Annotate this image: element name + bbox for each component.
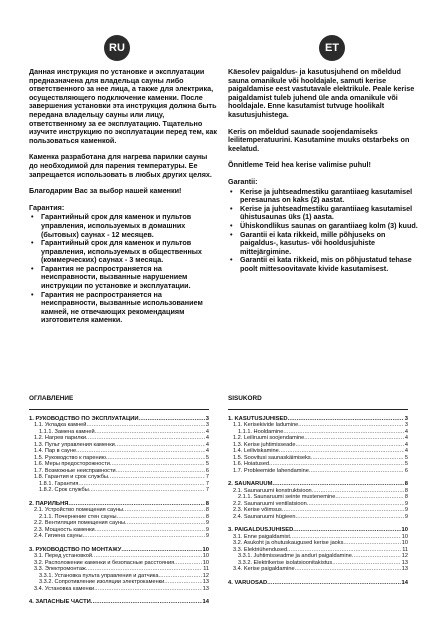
toc-entry-label: 3.3. Электромонтаж xyxy=(34,566,86,572)
toc-entry-label: 2.3. Мощность каменки xyxy=(34,526,95,533)
toc-entry-label: 3.3.1. Juhtimisseadme ja anduri paigaldamine xyxy=(238,553,352,559)
toc-spacer xyxy=(29,592,209,599)
list-item: • Kerise ja juhtseadmestiku garantiiaeg kasutamisel ühistusaunas üks (1) aasta. xyxy=(236,205,418,222)
toc-divider xyxy=(228,409,408,410)
toc-spacer xyxy=(228,520,408,527)
list-item: • Гарантия не распространяется на неисправности, вызванные использованием камней, не отвечающих рекомендациям изготовителя каменки. xyxy=(37,291,217,325)
thanks-text: Õnnitleme Teid hea kerise valimise puhul! xyxy=(228,160,371,170)
table-of-contents-et xyxy=(228,396,408,586)
toc-spacer xyxy=(29,494,209,501)
toc-entry-page: 7 xyxy=(205,487,209,493)
toc-entry-label: 3.2. Asukoht ja ohutuskaugused kerise jaoks xyxy=(233,540,344,546)
toc-entry-page: 5 xyxy=(205,454,209,461)
toc-entry-label: 3.1. Enne paigaldamist xyxy=(233,533,290,540)
toc-entry-label: 1.6. Меры предосторожности xyxy=(34,461,110,467)
toc-leader-dots xyxy=(296,514,404,521)
toc-entry-page: 8 xyxy=(205,507,209,513)
toc-entry-label: 1.5. Руководство к парению xyxy=(34,454,106,461)
toc-entry-label: 1.1. Kerisekivide laduminе xyxy=(233,422,299,428)
toc-entry-label: 1.5. Soovitusi saunaskäimiseks xyxy=(233,454,311,461)
toc-entry-label: 2.3. Kerise võimsus xyxy=(233,507,282,513)
toc-entry-page: 10 xyxy=(401,533,408,540)
toc-entry-page: 13 xyxy=(202,579,209,585)
toc-entry-label: 1.2. Нагрев парилки xyxy=(34,435,87,441)
toc-entry-label: 1.3. Kerise juhtimisseade xyxy=(233,441,296,448)
purpose-text: Каменка разработана для нагрева парилки сауны до необходимой для парения температуры. Ее запрещается использовать в любых других целях. xyxy=(29,152,212,179)
left-column xyxy=(29,68,217,325)
toc-entry-page: 13 xyxy=(401,566,408,572)
toc-entry-page: 9 xyxy=(404,507,408,513)
toc-entry xyxy=(29,487,209,494)
toc-entry-label: 2.1. Saunaruumi konstruktsioon xyxy=(233,487,312,494)
toc-entry-page: 13 xyxy=(401,559,408,566)
right-column xyxy=(228,68,418,273)
toc-entry-label: 1. KASUTUSJUHISED xyxy=(228,415,288,422)
toc-entry-page: 10 xyxy=(202,546,209,553)
toc-entry-label: 3.4. Kerise paigaldamine xyxy=(233,566,295,572)
guarantee-heading: Гарантия: xyxy=(29,202,65,212)
toc-entry-page: 8 xyxy=(404,481,408,487)
list-item: • Гарантийный срок для каменок и пультов управления, используемых в домашних (бытовых) саунах - 12 месяцев. xyxy=(37,213,217,239)
toc-entry-page: 4 xyxy=(205,435,209,441)
toc-entry xyxy=(228,468,408,475)
toc-entry-page: 12 xyxy=(202,572,209,579)
toc-entry-page: 10 xyxy=(401,527,408,533)
toc-entry-label: 1.6. Hoiatused xyxy=(233,461,270,467)
toc-entry-page: 9 xyxy=(205,533,209,539)
toc-entry-page: 4 xyxy=(404,441,408,448)
language-badge-ru: RU xyxy=(104,35,130,61)
toc-entry-label: 3.4. Установка каменки xyxy=(34,585,95,592)
toc-entry-label: 3. РУКОВОДСТВО ПО МОНТАЖУ xyxy=(29,546,122,553)
toc-entry-page: 4 xyxy=(404,435,408,441)
toc-entry-page: 3 xyxy=(205,422,209,428)
toc-entry-label: 4. VARUOSAD xyxy=(228,579,268,586)
toc-entry xyxy=(228,566,408,573)
toc-entry-label: 1.7. Возможные неисправности xyxy=(34,467,116,474)
toc-entry-label: 2.4. Saunaruumi hügieen xyxy=(233,513,296,520)
toc-entry-page: 9 xyxy=(404,500,408,507)
toc-entry-label: 3.3. Elektriühendused xyxy=(233,546,288,553)
toc-entry-label: 3.3.2. Elektrikerise isolatsioonitakistus xyxy=(238,559,333,566)
toc-entry-label: 2.1.1. Saunaruumi seinte mustenemine xyxy=(238,494,336,500)
toc-entry-page: 3 xyxy=(205,415,209,422)
toc-entry-page: 5 xyxy=(404,461,408,467)
toc-spacer xyxy=(228,573,408,580)
toc-entry-label: 3.3.2. Сопротивление изоляции электрокаменки xyxy=(39,579,165,585)
toc-entry-page: 8 xyxy=(205,513,209,520)
toc-entry-page: 9 xyxy=(205,526,209,533)
toc-entry-label: 4. ЗАПАСНЫЕ ЧАСТИ xyxy=(29,599,91,605)
toc-title: ОГЛАВЛЕНИЕ xyxy=(29,395,74,402)
toc-entry-label: 1.1.1. Замена камней xyxy=(39,428,95,435)
toc-entry-page: 10 xyxy=(202,553,209,559)
toc-entry xyxy=(228,580,408,587)
toc-entry-page: 3 xyxy=(404,422,408,428)
toc-entry-label: 2.2. Вентиляция помещения сауны xyxy=(34,520,126,526)
toc-entry-label: 1.3. Пульт управления каменки xyxy=(34,441,115,448)
toc-entry-page: 11 xyxy=(203,566,209,572)
toc-entry-page: 5 xyxy=(205,461,209,467)
toc-entry-page: 4 xyxy=(205,441,209,448)
list-item: • Гарантийный срок для каменок и пультов управления, используемых в общественных (коммерческих) саунах - 3 месяца. xyxy=(37,239,217,265)
toc-leader-dots xyxy=(83,533,205,540)
toc-entry xyxy=(29,599,209,606)
toc-entry-page: 7 xyxy=(205,480,209,487)
toc-entry-label: 2.1. Устройство помещения сауны xyxy=(34,507,123,513)
table-of-contents-ru xyxy=(29,396,209,606)
toc-entry-page: 5 xyxy=(404,454,408,461)
list-item: • Garantii ei kata rikkeid, mis on põhjustatud tehase poolt mittesoovitavate kivide kasutamisest. xyxy=(236,256,418,273)
toc-entry-label: 1.1. Укладка камней xyxy=(34,422,87,428)
toc-entry xyxy=(29,533,209,540)
toc-divider xyxy=(29,409,209,410)
toc-entry-page: 6 xyxy=(404,467,408,474)
toc-entry-label: 1.4. Пар в сауне xyxy=(34,448,77,454)
toc-entry-page: 7 xyxy=(205,474,209,480)
toc-entry-label: 1.8. Гарантия и срок службы xyxy=(34,474,108,480)
list-item: • Kerise ja juhtseadmestiku garantiiaeg kasutamisel peresaunas on kaks (2) aastat. xyxy=(236,188,418,205)
toc-entry-label: 1.7. Probleemide lahendamine xyxy=(233,467,309,474)
toc-entry-page: 4 xyxy=(205,428,209,435)
toc-entry-label: 2.4. Гигиена сауны xyxy=(34,533,83,539)
toc-leader-dots xyxy=(267,580,400,587)
toc-entry-page: 4 xyxy=(404,428,408,435)
language-badge-et: ET xyxy=(319,35,345,61)
toc-entry-label: 3. PAIGALDUSJUHISED xyxy=(228,527,294,533)
toc-entry-page: 3 xyxy=(404,415,408,422)
toc-leader-dots xyxy=(94,586,202,593)
toc-entry-page: 13 xyxy=(202,585,209,592)
toc-spacer xyxy=(228,474,408,481)
intro-text: Данная инструкция по установке и эксплуатации предназначена для владельца сауны либо ответственного за нее лица, а также для электрика, осуществляющего подключение каменки. После завершения установки эта инструкция должна быть передана владельцу сауны или лицу, ответственному за ее эксплуатацию. Тщательно изучите инструкцию по эксплуатации перед тем, как пользоваться каменкой. xyxy=(29,67,217,145)
toc-entry-page: 14 xyxy=(401,579,408,586)
toc-entry-label: 1.4. Leiliviskamine xyxy=(233,448,279,454)
toc-title: SISUKORD xyxy=(228,395,262,402)
toc-entry-label: 1.1.1. Hooldamine xyxy=(238,428,284,435)
guarantee-list xyxy=(29,213,217,325)
toc-entry-page: 4 xyxy=(205,448,209,454)
intro-text: Käesolev paigaldus- ja kasutusjuhend on mõeldud sauna omanikule või hooldajale, samuti kerise paigaldamise eest vastutavale elektrikule. Peale kerise paigaldamist tuleb juhend üle anda omanikule või hooldajale. Enne kasutamist tutvuge hoolikalt kasutusjuhistega. xyxy=(228,67,415,119)
toc-entry-page: 9 xyxy=(205,520,209,526)
toc-entry-page: 8 xyxy=(205,500,209,507)
toc-entry-page: 12 xyxy=(401,553,408,559)
toc-entry-page: 14 xyxy=(202,599,209,605)
list-item: • Ühiskondlikus saunas on garantiiaeg kolm (3) kuud. xyxy=(236,222,418,231)
toc-spacer xyxy=(29,540,209,547)
toc-entry-page: 9 xyxy=(404,513,408,520)
toc-entry-page: 4 xyxy=(404,448,408,454)
toc-leader-dots xyxy=(309,468,404,475)
thanks-text: Благодарим Вас за выбор нашей каменки! xyxy=(29,186,182,196)
toc-entry-page: 8 xyxy=(404,494,408,500)
toc-entry-page: 11 xyxy=(402,546,408,553)
toc-entry-page: 10 xyxy=(401,540,408,546)
toc-entry-label: 1.8.2. Срок службы xyxy=(39,487,89,493)
guarantee-list xyxy=(228,188,418,274)
toc-entry-page: 8 xyxy=(404,487,408,494)
list-item: • Garantii ei kata rikkeid, mille põhjuseks on paigaldus-, kasutus- või hooldusjuhiste mittejärgimine. xyxy=(236,231,418,257)
toc-entry-page: 6 xyxy=(205,467,209,474)
toc-entry-label: 1.2. Leiliruumi soojendamine xyxy=(233,435,305,441)
toc-entry-page: 10 xyxy=(202,559,209,566)
toc-entry-label: 1. РУКОВОДСТВО ПО ЭКСПЛУАТАЦИИ xyxy=(29,415,139,422)
toc-entry-label: 2. ПАРИЛЬНЯ xyxy=(29,500,69,507)
toc-leader-dots xyxy=(91,599,202,606)
purpose-text: Keris on mõeldud saunade soojendamiseks leilitemperatuurini. Kasutamine muuks otstarbeks on keelatud. xyxy=(228,126,410,153)
toc-entry-label: 3.2. Расположение каменки и безопасные расстояния xyxy=(34,559,175,566)
toc-entry-label: 3.1. Перед установкой xyxy=(34,553,92,559)
toc-leader-dots xyxy=(89,487,205,494)
toc-entry xyxy=(29,586,209,593)
toc-entry-label: 2.2. Saunaruumi ventilatsioon xyxy=(233,500,307,507)
list-item: • Гарантия не распространяется на неисправности, вызванные нарушением инструкции по установке и эксплуатации. xyxy=(37,265,217,291)
toc-entry-label: 2.1.1. Почернение стен сауны xyxy=(39,513,117,520)
toc-entry xyxy=(228,514,408,521)
toc-entry-label: 2. SAUNARUUM xyxy=(228,481,273,487)
toc-entry-label: 3.3.1. Установка пульта управления и датчика xyxy=(39,572,159,579)
toc-leader-dots xyxy=(295,566,401,573)
guarantee-heading: Garantii: xyxy=(228,176,258,186)
toc-entry-label: 1.8.1. Гарантия xyxy=(39,480,79,487)
